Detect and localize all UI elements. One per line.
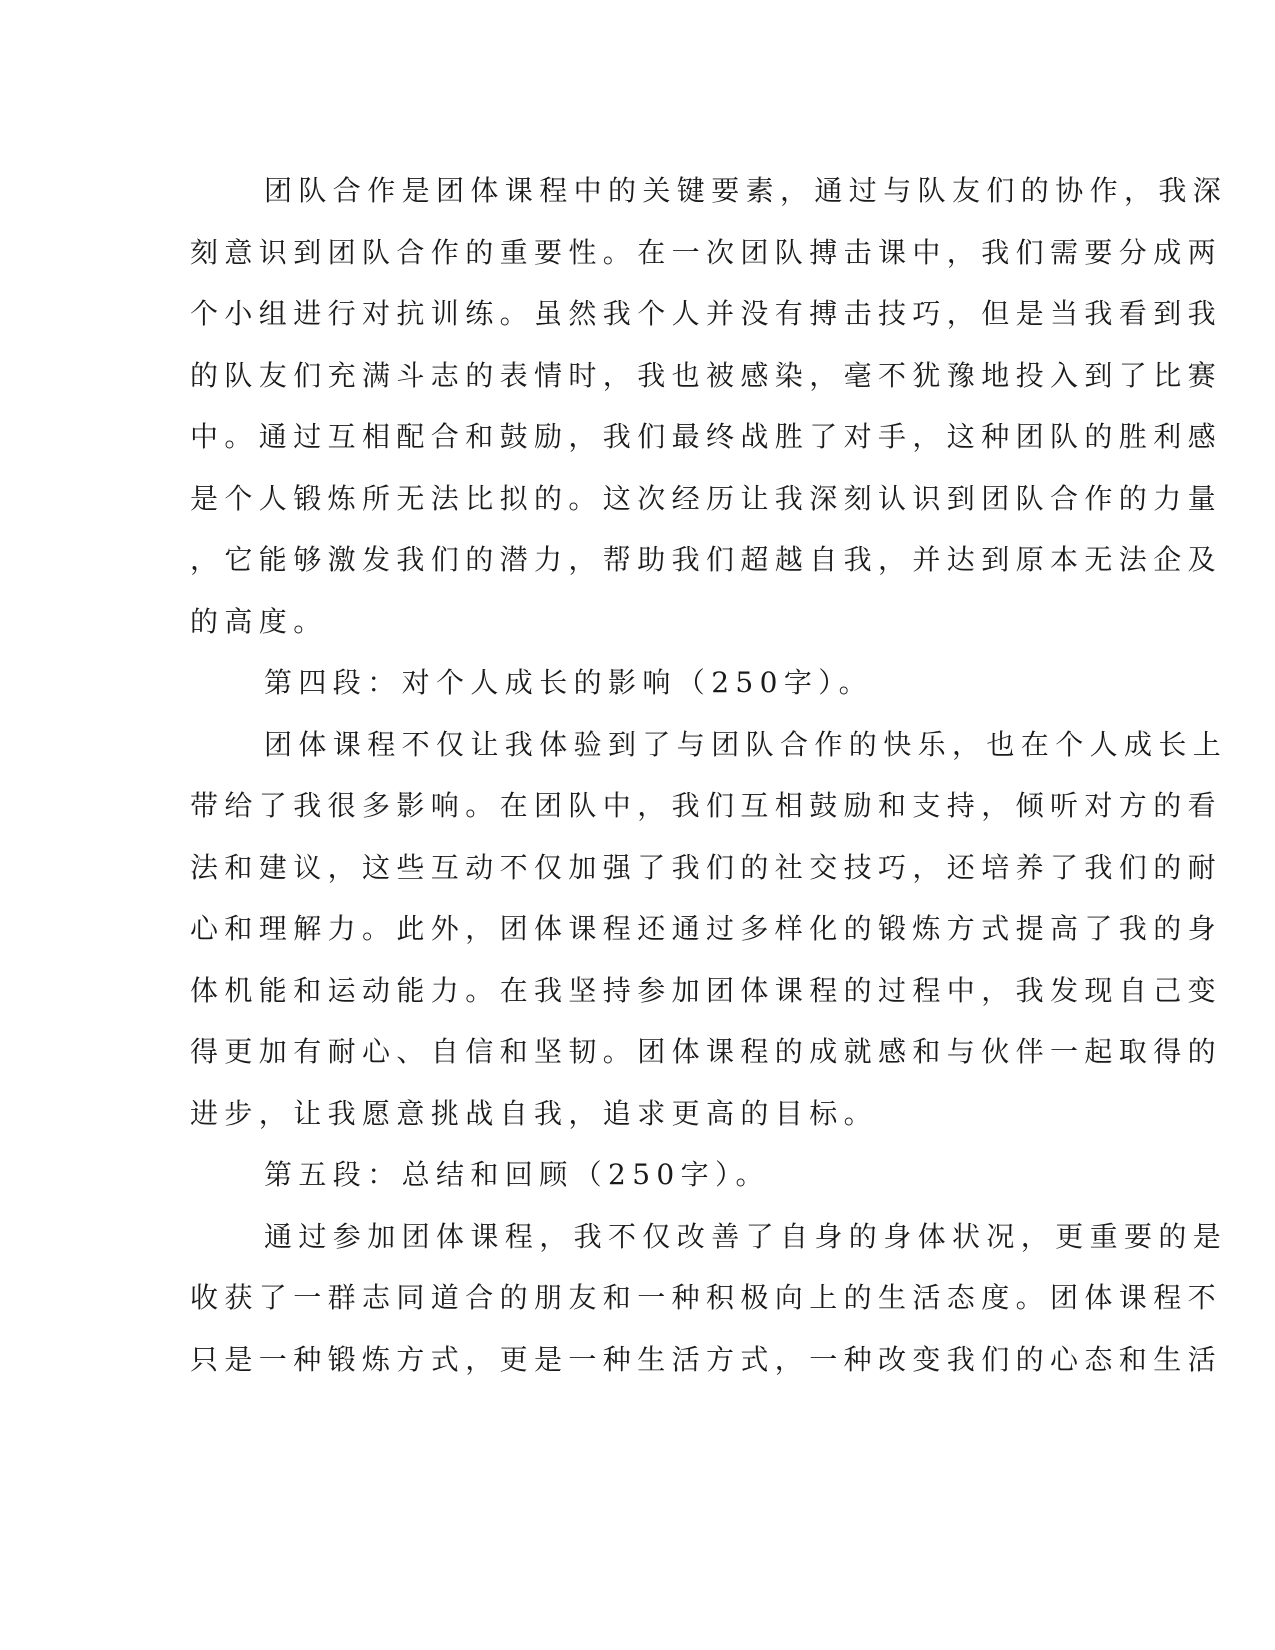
section-heading-4: 第四段：对个人成长的影响（250字）。 <box>264 666 874 699</box>
text-line: 体机能和运动能力。在我坚持参加团体课程的过程中，我发现自己变 <box>190 973 1223 1007</box>
text-line: 的高度。 <box>190 604 328 638</box>
text-line: 团队合作是团体课程中的关键要素，通过与队友们的协作，我深 <box>264 174 1228 207</box>
text-line: 通过参加团体课程，我不仅改善了自身的身体状况，更重要的是 <box>264 1219 1228 1253</box>
text-line: 收获了一群志同道合的朋友和一种积极向上的生活态度。团体课程不 <box>190 1281 1223 1314</box>
document-body <box>190 160 1228 1390</box>
text-line: ，它能够激发我们的潜力，帮助我们超越自我，并达到原本无法企及 <box>190 543 1223 576</box>
text-line: 得更加有耐心、自信和坚韧。团体课程的成就感和与伙伴一起取得的 <box>190 1035 1223 1068</box>
section-heading-5: 第五段：总结和回顾（250字）。 <box>264 1158 770 1191</box>
text-line: 个小组进行对抗训练。虽然我个人并没有搏击技巧，但是当我看到我 <box>190 297 1223 330</box>
text-line: 团体课程不仅让我体验到了与团队合作的快乐，也在个人成长上 <box>264 727 1228 761</box>
text-line: 的队友们充满斗志的表情时，我也被感染，毫不犹豫地投入到了比赛 <box>190 358 1223 392</box>
text-line: 心和理解力。此外，团体课程还通过多样化的锻炼方式提高了我的身 <box>190 912 1223 945</box>
text-line: 进步，让我愿意挑战自我，追求更高的目标。 <box>190 1096 879 1130</box>
text-line: 是个人锻炼所无法比拟的。这次经历让我深刻认识到团队合作的力量 <box>190 481 1223 515</box>
text-line: 中。通过互相配合和鼓励，我们最终战胜了对手，这种团队的胜利感 <box>190 420 1223 453</box>
text-line: 刻意识到团队合作的重要性。在一次团队搏击课中，我们需要分成两 <box>190 235 1223 269</box>
text-line: 带给了我很多影响。在团队中，我们互相鼓励和支持，倾听对方的看 <box>190 789 1223 822</box>
text-line: 法和建议，这些互动不仅加强了我们的社交技巧，还培养了我们的耐 <box>190 850 1223 884</box>
text-line: 只是一种锻炼方式，更是一种生活方式，一种改变我们的心态和生活 <box>190 1342 1223 1376</box>
